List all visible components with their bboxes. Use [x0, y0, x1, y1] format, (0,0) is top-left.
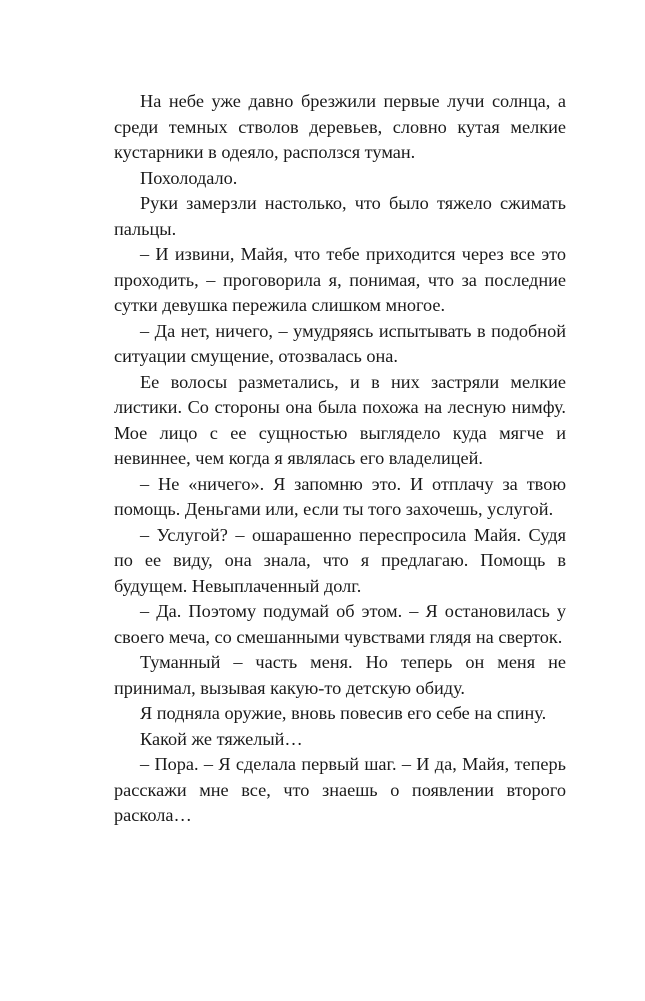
paragraph-13: – Пора. – Я сделала первый шаг. – И да, Майя, теперь расскажи мне все, что знаешь о появлении второго раскола…: [114, 754, 566, 825]
paragraph-10: Туманный – часть меня. Но теперь он меня не принимал, вызывая какую-то детскую обиду.: [114, 652, 566, 698]
paragraph-12: Какой же тяжелый…: [140, 728, 303, 749]
paragraph-7: – Не «ничего». Я запомню это. И отплачу за твою помощь. Деньгами или, если ты того захочешь, услугой.: [114, 473, 566, 519]
page-text: [114, 89, 566, 829]
paragraph-2: Похолодало.: [140, 167, 238, 188]
paragraph-4: – И извини, Майя, что тебе приходится через все это проходить, – проговорила я, понимая, что за последние сутки девушка пережила слишком многое.: [114, 244, 566, 315]
paragraph-3: Руки замерзли настолько, что было тяжело сжимать пальцы.: [114, 193, 566, 239]
paragraph-1: На небе уже давно брезжили первые лучи солнца, а среди темных стволов деревьев, словно кутая мелкие кустарники в одеяло, расползся туман.: [114, 91, 566, 162]
paragraph-5: – Да нет, ничего, – умудряясь испытывать в подобной ситуации смущение, отозвалась она.: [114, 320, 566, 366]
paragraph-11: Я подняла оружие, вновь повесив его себе на спину.: [140, 703, 547, 723]
paragraph-6: Ее волосы разметались, и в них застряли мелкие листики. Со стороны она была похожа на лесную нимфу. Мое лицо с ее сущностью выглядело куда мягче и невиннее, чем когда я являлась его владелицей.: [114, 371, 566, 468]
paragraph-9: – Да. Поэтому подумай об этом. – Я остановилась у своего меча, со смешанными чувствами глядя на сверток.: [114, 601, 566, 647]
paragraph-8: – Услугой? – ошарашенно переспросила Майя. Судя по ее виду, она знала, что я предлагаю. Помощь в будущем. Невыплаченный долг.: [114, 524, 566, 596]
